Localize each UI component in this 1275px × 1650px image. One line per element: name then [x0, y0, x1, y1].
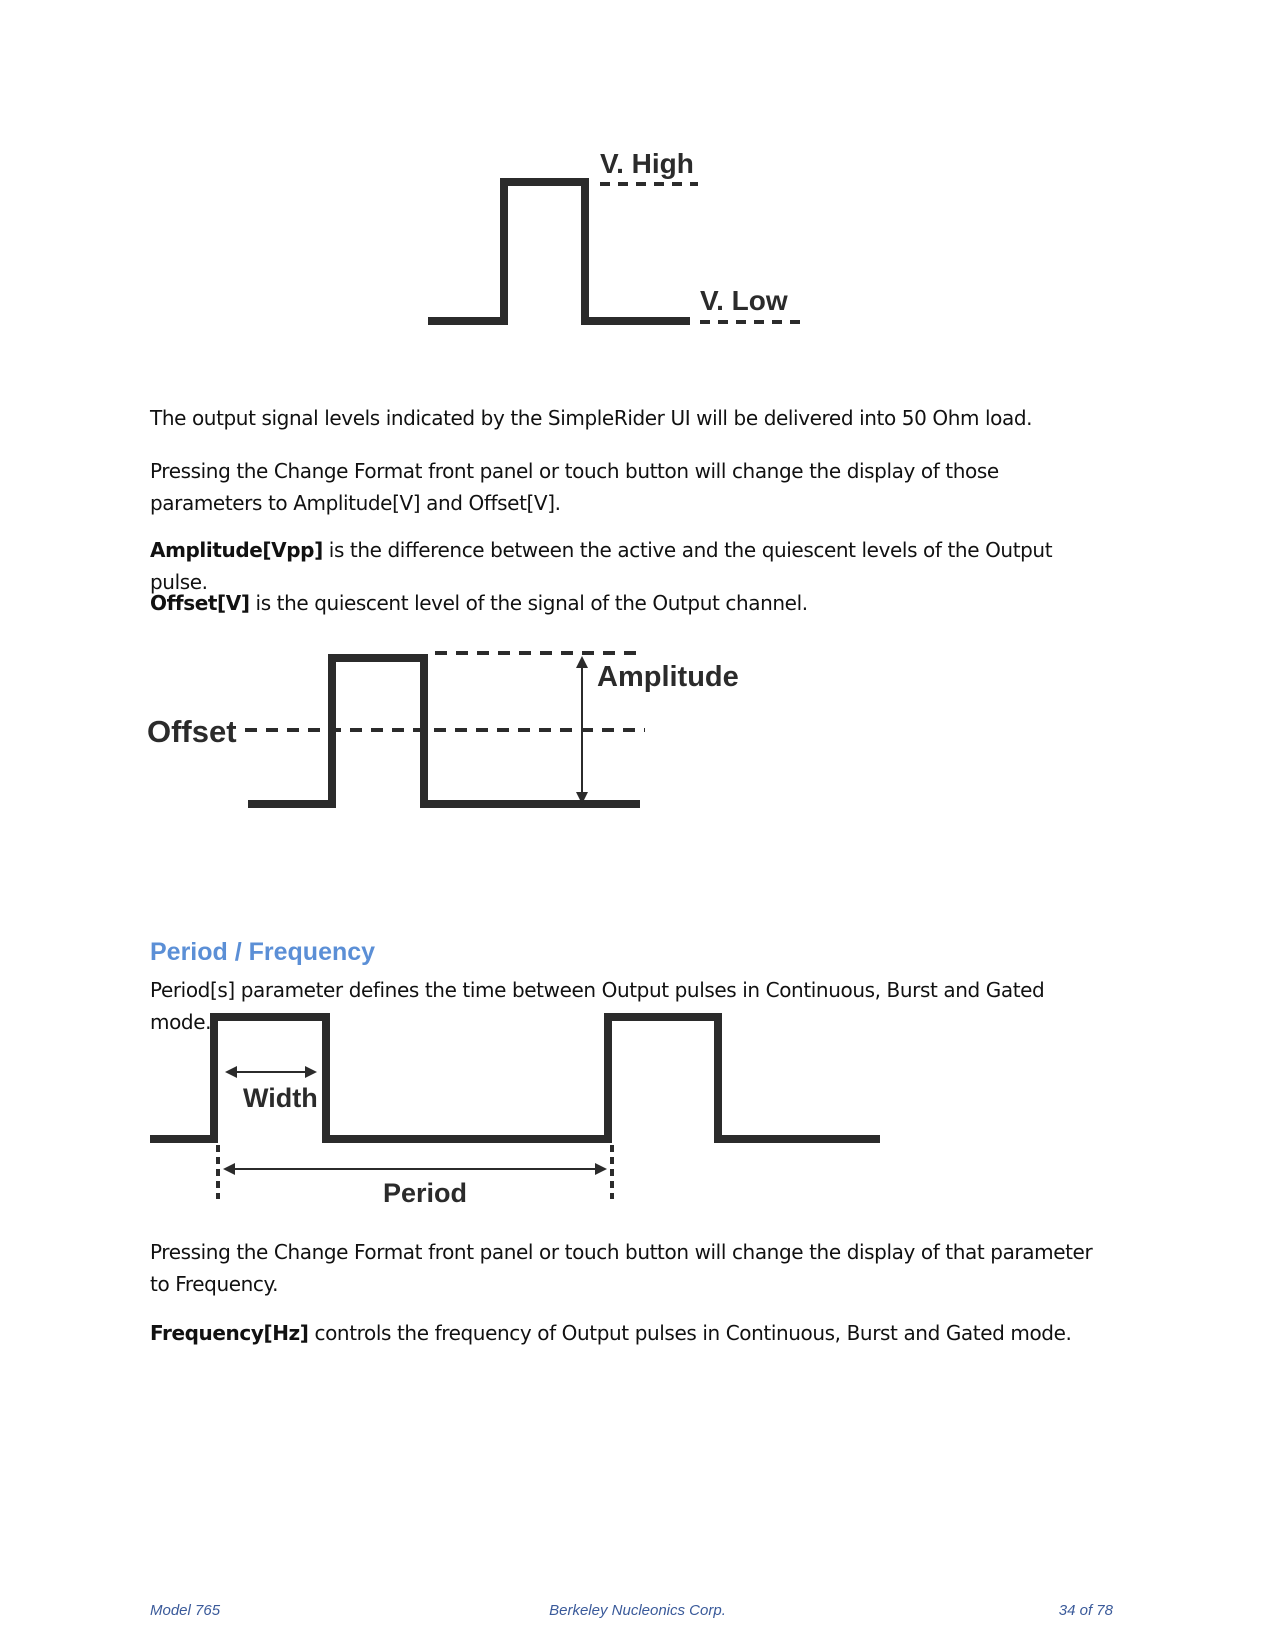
width-arrow-head-right [305, 1066, 317, 1078]
footer-model: Model 765 [150, 1602, 221, 1619]
frequency-definition: controls the frequency of Output pulses in Continuous, Burst and Gated mode. [308, 1321, 1072, 1345]
paragraph-frequency [150, 1317, 1110, 1349]
footer-company: Berkeley Nucleonics Corp. [549, 1602, 726, 1619]
width-arrow-head-left [225, 1066, 237, 1078]
offset-amplitude-diagram [145, 640, 745, 820]
offset-term: Offset[V] [150, 591, 250, 615]
paragraph-period-definition: Period[s] parameter defines the time between Output pulses in Continuous, Burst and Gated mode. [150, 978, 1045, 1034]
period-arrow-head-right [595, 1163, 607, 1175]
amplitude-term: Amplitude[Vpp] [150, 538, 323, 562]
vhigh-vlow-pulse-diagram [420, 140, 820, 330]
width-label: Width [243, 1083, 318, 1113]
paragraph-offset [150, 587, 1110, 619]
paragraph-change-format-frequency: Pressing the Change Format front panel or touch button will change the display of that parameter to Frequency. [150, 1240, 1093, 1296]
frequency-term: Frequency[Hz] [150, 1321, 309, 1345]
offset-label: Offset [147, 714, 237, 749]
paragraph-change-format: Pressing the Change Format front panel or touch button will change the display of those parameters to Amplitude[V] and Offset[V]. [150, 459, 999, 515]
pulse-train-waveform [150, 1017, 880, 1139]
period-arrow-head-left [223, 1163, 235, 1175]
amplitude-definition: is the difference between the active and the quiescent levels of the Output pulse. [150, 538, 1053, 594]
pulse-waveform [428, 182, 690, 321]
offset-definition: is the quiescent level of the signal of the Output channel. [249, 591, 808, 615]
vlow-label: V. Low [700, 285, 788, 316]
vhigh-label: V. High [600, 148, 694, 179]
paragraph-output-levels: The output signal levels indicated by the SimpleRider UI will be delivered into 50 Ohm load. [150, 406, 1033, 430]
amplitude-label: Amplitude [597, 661, 739, 693]
footer-page-number: 34 of 78 [1058, 1602, 1113, 1619]
section-heading-period-frequency: Period / Frequency [150, 938, 376, 966]
period-label: Period [383, 1178, 468, 1208]
width-period-diagram [145, 1005, 885, 1215]
amplitude-arrow-head-top [576, 656, 588, 668]
